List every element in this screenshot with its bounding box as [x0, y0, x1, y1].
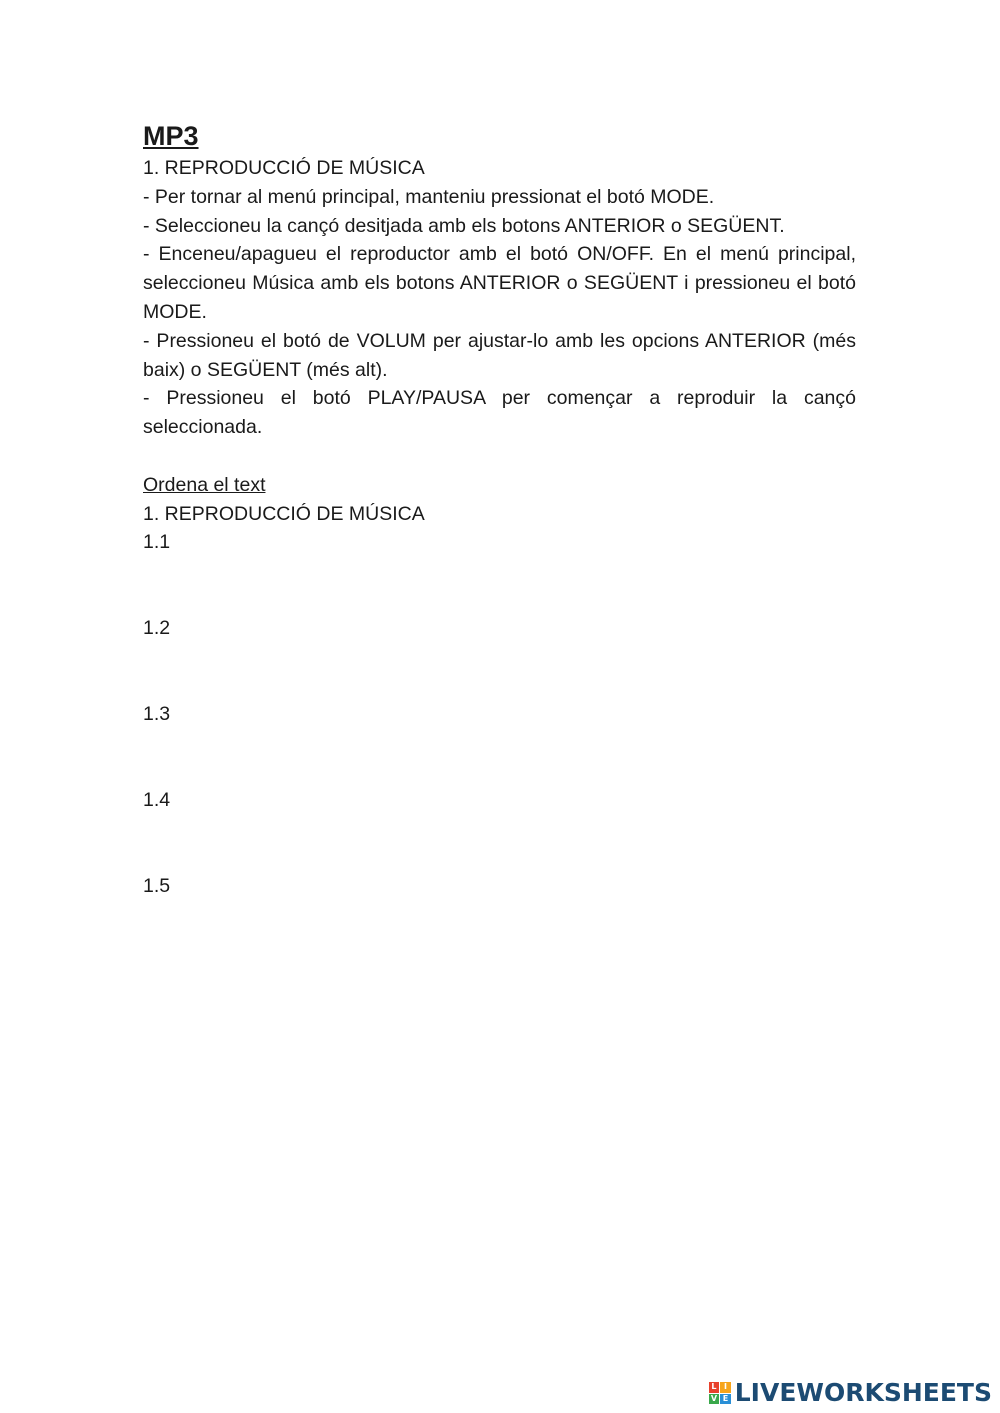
- liveworksheets-logo-icon: [709, 1382, 731, 1404]
- liveworksheets-wordmark: LIVEWORKSHEETS: [734, 1378, 992, 1407]
- instruction-paragraph-4: - Pressioneu el botó de VOLUM per ajustar-lo amb les opcions ANTERIOR (més baix) o SEGÜENT (més alt).: [143, 329, 856, 381]
- worksheet-page: [143, 118, 856, 958]
- logo-letter-i: I: [720, 1382, 731, 1393]
- instruction-paragraph-3: - Enceneu/apagueu el reproductor amb el botó ON/OFF. En el menú principal, seleccioneu Música amb els botons ANTERIOR o SEGÜENT i pressioneu el botó MODE.: [143, 243, 856, 323]
- instruction-paragraph-2: - Seleccioneu la cançó desitjada amb els botons ANTERIOR o SEGÜENT.: [143, 214, 785, 237]
- answer-item-1-4: 1.4: [143, 789, 171, 812]
- answer-item-1-1: 1.1: [143, 531, 171, 554]
- exercise-title: Ordena el text: [143, 473, 266, 496]
- section-heading: 1. REPRODUCCIÓ DE MÚSICA: [143, 157, 425, 179]
- answer-item-1-3: 1.3: [143, 703, 171, 726]
- answer-item-1-2: 1.2: [143, 617, 171, 640]
- exercise-heading: 1. REPRODUCCIÓ DE MÚSICA: [143, 502, 425, 525]
- liveworksheets-branding: [709, 1379, 992, 1407]
- answer-item-1-5: 1.5: [143, 875, 171, 898]
- instruction-paragraph-1: - Per tornar al menú principal, manteniu pressionat el botó MODE.: [143, 185, 715, 208]
- spacer: [143, 442, 856, 471]
- document-title: MP3: [143, 121, 199, 151]
- logo-letter-l: L: [709, 1382, 720, 1393]
- instruction-paragraph-5: - Pressioneu el botó PLAY/PAUSA per començar a reproduir la cançó seleccionada.: [143, 387, 856, 439]
- logo-letter-v: V: [709, 1394, 720, 1405]
- logo-letter-e: E: [720, 1394, 731, 1405]
- numbered-answer-list: [143, 528, 856, 958]
